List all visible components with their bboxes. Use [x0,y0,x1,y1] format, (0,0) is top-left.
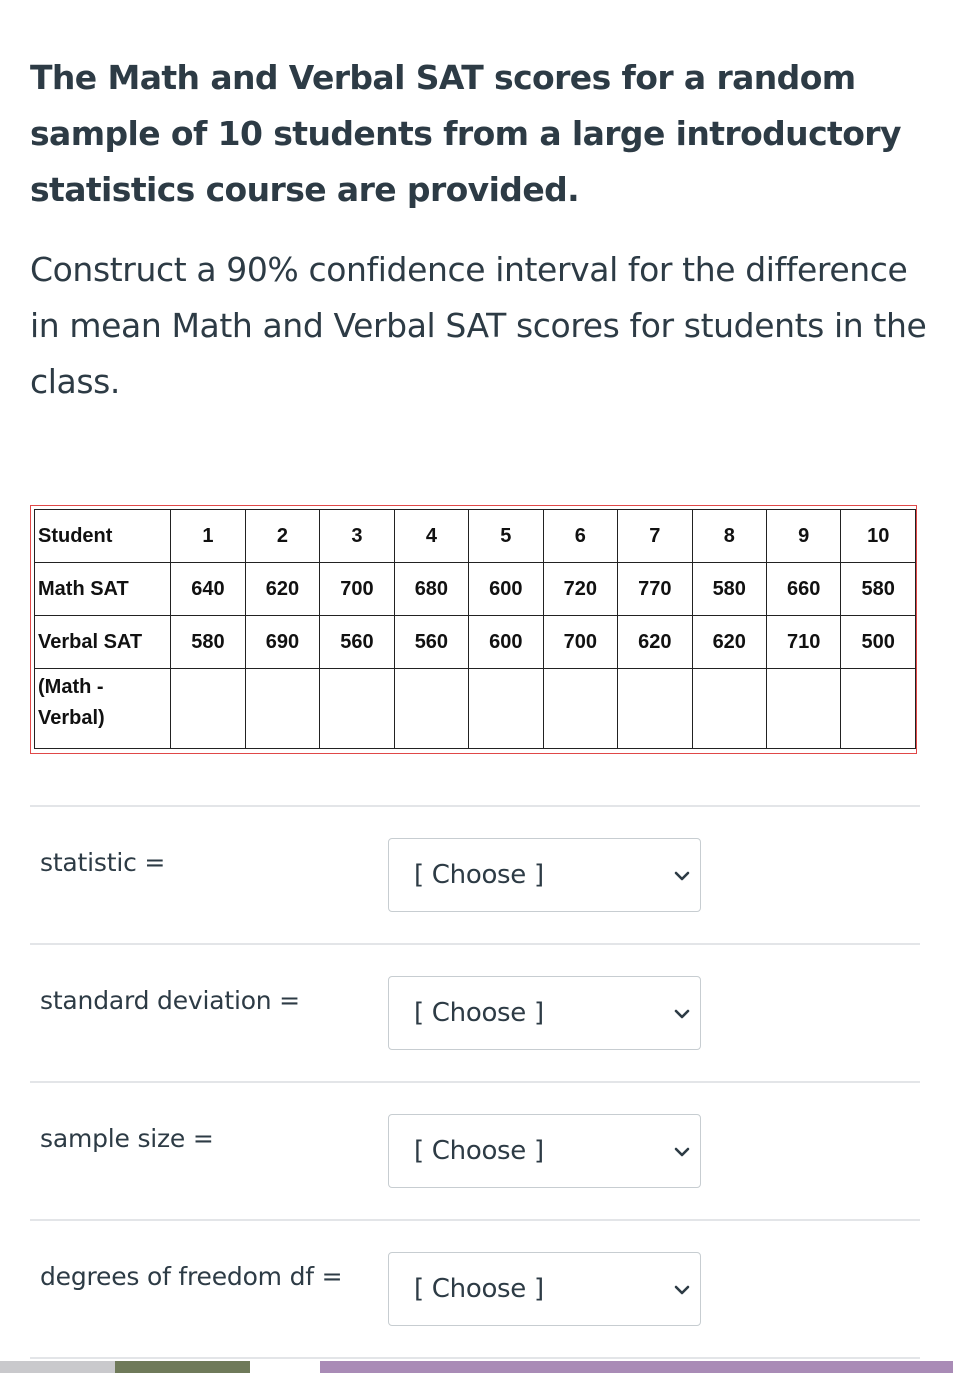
divider [30,1357,920,1359]
student-number: 4 [394,510,468,563]
bottom-strip-segment [320,1361,953,1373]
table-row-difference [35,669,916,749]
sat-scores-table-frame [30,505,917,754]
chevron-down-icon [672,866,692,886]
sat-scores-table [34,509,916,749]
verbal-score: 710 [766,616,840,669]
student-number: 1 [171,510,245,563]
verbal-score: 690 [245,616,319,669]
bottom-strip-segment [115,1361,250,1373]
difference-cell [692,669,766,749]
statistic-select-value: [ Choose ] [414,860,544,890]
header-student-label: Student [35,510,171,563]
student-number: 8 [692,510,766,563]
row-label-math: Math SAT [35,563,171,616]
verbal-score: 500 [841,616,916,669]
student-number: 5 [469,510,543,563]
student-number: 6 [543,510,617,563]
divider [30,943,920,945]
verbal-score: 600 [469,616,543,669]
student-number: 3 [320,510,394,563]
difference-cell [469,669,543,749]
student-number: 7 [618,510,692,563]
verbal-score: 560 [320,616,394,669]
sample-size-select-value: [ Choose ] [414,1136,544,1166]
divider [30,1219,920,1221]
degrees-of-freedom-label: degrees of freedom df = [40,1262,343,1291]
chevron-down-icon [672,1142,692,1162]
chevron-down-icon [672,1280,692,1300]
math-score: 620 [245,563,319,616]
standard-deviation-label: standard deviation = [40,986,300,1015]
question-instruction: Construct a 90% confidence interval for the difference in mean Math and Verbal SAT scores for students in the class. [30,250,927,401]
math-score: 770 [618,563,692,616]
question-intro: The Math and Verbal SAT scores for a random sample of 10 students from a large introductory statistics course are provided. [30,58,901,209]
divider [30,805,920,807]
math-score: 660 [766,563,840,616]
math-score: 580 [692,563,766,616]
math-score: 720 [543,563,617,616]
verbal-score: 580 [171,616,245,669]
chevron-down-icon [672,1004,692,1024]
math-score: 700 [320,563,394,616]
math-score: 580 [841,563,916,616]
difference-cell [394,669,468,749]
divider [30,1081,920,1083]
student-number: 10 [841,510,916,563]
sample-size-label: sample size = [40,1124,214,1153]
difference-cell [841,669,916,749]
math-score: 680 [394,563,468,616]
difference-cell [766,669,840,749]
table-header-row [35,510,916,563]
difference-cell [618,669,692,749]
verbal-score: 620 [692,616,766,669]
sample-size-select[interactable] [388,1114,701,1188]
table-row-verbal [35,616,916,669]
student-number: 9 [766,510,840,563]
bottom-strip-segment [250,1361,320,1373]
row-label-difference [35,669,171,749]
difference-cell [320,669,394,749]
statistic-label: statistic = [40,848,166,877]
statistic-select[interactable] [388,838,701,912]
difference-cell [543,669,617,749]
math-score: 600 [469,563,543,616]
verbal-score: 620 [618,616,692,669]
degrees-of-freedom-select-value: [ Choose ] [414,1274,544,1304]
verbal-score: 700 [543,616,617,669]
difference-cell [245,669,319,749]
student-number: 2 [245,510,319,563]
row-label-verbal: Verbal SAT [35,616,171,669]
standard-deviation-select-value: [ Choose ] [414,998,544,1028]
difference-label-line1: (Math - [38,676,104,698]
difference-label-line2: Verbal) [38,707,105,729]
verbal-score: 560 [394,616,468,669]
difference-cell [171,669,245,749]
math-score: 640 [171,563,245,616]
table-row-math [35,563,916,616]
bottom-strip [0,1361,953,1373]
degrees-of-freedom-select[interactable] [388,1252,701,1326]
standard-deviation-select[interactable] [388,976,701,1050]
